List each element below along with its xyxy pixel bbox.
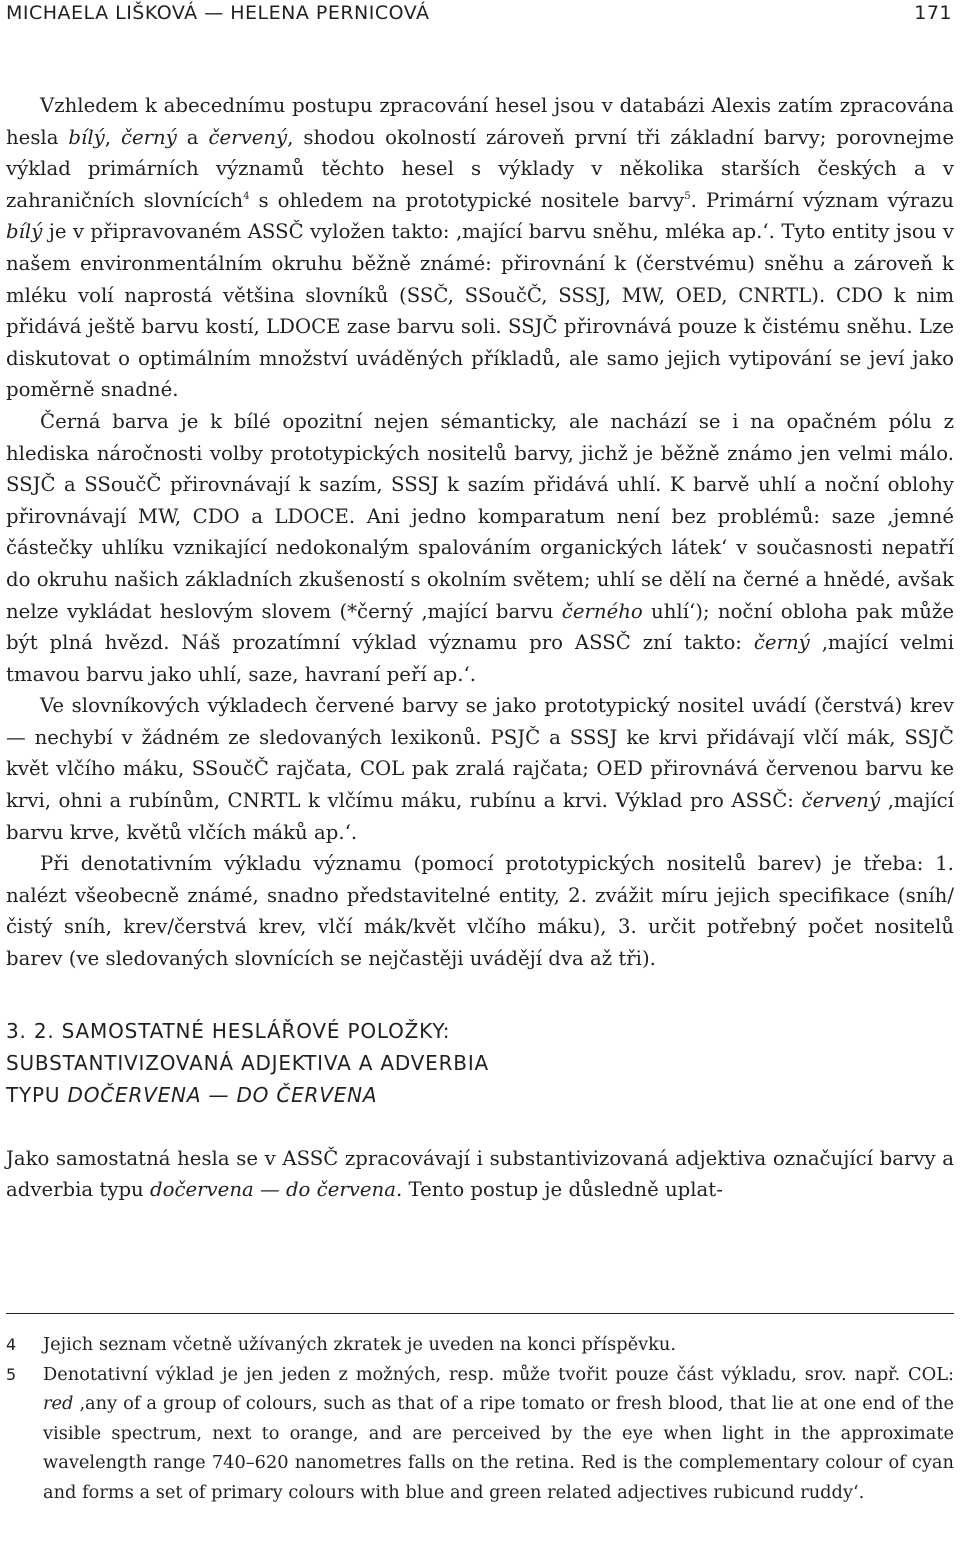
footnotes — [6, 1330, 954, 1507]
footnote-divider — [6, 1313, 954, 1314]
page-number: 171 — [914, 2, 952, 24]
section-heading: 3. 2. SAMOSTATNÉ HESLÁŘOVÉ POLOŽKY: SUBSTANTIVIZOVANÁ ADJEKTIVA A ADVERBIA TYPU DOČERVENA — DO ČERVENA — [6, 1018, 489, 1107]
footnote-ref-5[interactable]: 5 — [684, 190, 691, 202]
paragraph-white: Vzhledem k abecednímu postupu zpracování hesel jsou v databázi Alexis zatím zpracována hesla bílý, černý a červený, shodou okolností zároveň první tři základní barvy; porovnejme výklad primárních významů těchto hesel s výklady v několika starších českých a v zahraničních slovnících$^4$ s ohledem na prototypické nositele barvy$^5$. Primární význam výrazu bílý je v připravovaném ASSČ vyložen takto: ‚mající barvu sněhu, mléka ap.‘. Tyto entity jsou v našem environmentálním okruhu běžně známé: přirovnání k (čerstvému) sněhu a zároveň k mléku volí naprostá většina slovníků (SSČ, SSoučČ, SSSJ, MW, OED, CNRTL). CDO k nim přidává ještě barvu kostí, LDOCE zase barvu soli. SSJČ přirovnává pouze k čistému sněhu. Lze diskutovat o optimálním množství uváděných příkladů, ale samo jejich vytipování se jeví jako poměrně snadné. — [6, 94, 954, 402]
footnote-text: Jejich seznam včetně užívaných zkratek je uveden na konci příspěvku. — [43, 1334, 677, 1355]
header-authors: MICHAELA LIŠKOVÁ — HELENA PERNICOVÁ — [6, 2, 430, 24]
footnote-ref-4[interactable]: 4 — [243, 190, 250, 202]
footnote-5 — [6, 1360, 954, 1508]
main-text — [6, 90, 954, 1206]
footnote-number: 5 — [6, 1364, 17, 1384]
paragraph-red: Ve slovníkových výkladech červené barvy se jako prototypický nositel uvádí (čerstvá) krev — nechybí v žádném ze sledovaných lexikonů. PSJČ a SSSJ ke krvi přidávají vlčí mák, SSJČ květ vlčího máku, SSoučČ rajčata, COL pak zralá rajčata; OED přirovnává červenou barvu ke krvi, ohni a rubínům, CNRTL k vlčímu máku, rubínu a krvi. Výklad pro ASSČ: červený ‚mající barvu krve, květů vlčích máků ap.‘. — [6, 694, 954, 844]
paragraph-section-intro: Jako samostatná hesla se v ASSČ zpracovávají i substantivizovaná adjektiva označující barvy a adverbia typu dočervena — do červena. Tento postup je důsledně uplat- — [6, 1146, 954, 1202]
footnote-text: Denotativní výklad je jen jeden z možných, resp. může tvořit pouze část výkladu, srov. např. COL: red ‚any of a group of colours, such as that of a ripe tomato or fresh blood, that lie at one end of the visible spectrum, next to orange, and are perceived by the eye when light in the approximate wavelength range 740–620 nanometres falls on the retina. Red is the complementary colour of cyan and forms a set of primary colours with blue and green related adjectives rubicund ruddy‘. — [43, 1363, 954, 1503]
running-header — [6, 2, 952, 24]
paragraph-black: Černá barva je k bílé opozitní nejen sémanticky, ale nachází se i na opačném pólu z hlediska náročnosti volby prototypických nositelů barvy, jichž je běžně známo jen velmi málo. SSJČ a SSoučČ přirovnávají k sazím, SSSJ k sazím přidává uhlí. K barvě uhlí a noční oblohy přirovnávají MW, CDO a LDOCE. Ani jedno komparatum není bez problémů: saze ‚jemné částečky uhlíku vznikající nedokonalým spalováním organických látek‘ v současnosti nepatří do okruhu našich základních zkušeností s okolním světem; uhlí se dělí na černé a hnědé, avšak nelze vykládat heslovým slovem (*černý ‚mající barvu černého uhlí‘); noční obloha pak může být plná hvězd. Náš prozatímní výklad významu pro ASSČ zní takto: černý ‚mající velmi tmavou barvu jako uhlí, saze, havraní peří ap.‘. — [6, 409, 954, 686]
footnote-4 — [6, 1330, 954, 1360]
footnote-number: 4 — [6, 1335, 17, 1354]
paragraph-denotative: Při denotativním výkladu významu (pomocí prototypických nositelů barev) je třeba: 1. nalézt všeobecně známé, snadno představitelné entity, 2. zvážit míru jejich specifikace (sníh/čistý sníh, krev/čerstvá krev, vlčí mák/květ vlčího máku), 3. určit potřebný počet nositelů barev (ve sledovaných slovnících se nejčastěji uvádějí dva až tři). — [6, 852, 954, 971]
